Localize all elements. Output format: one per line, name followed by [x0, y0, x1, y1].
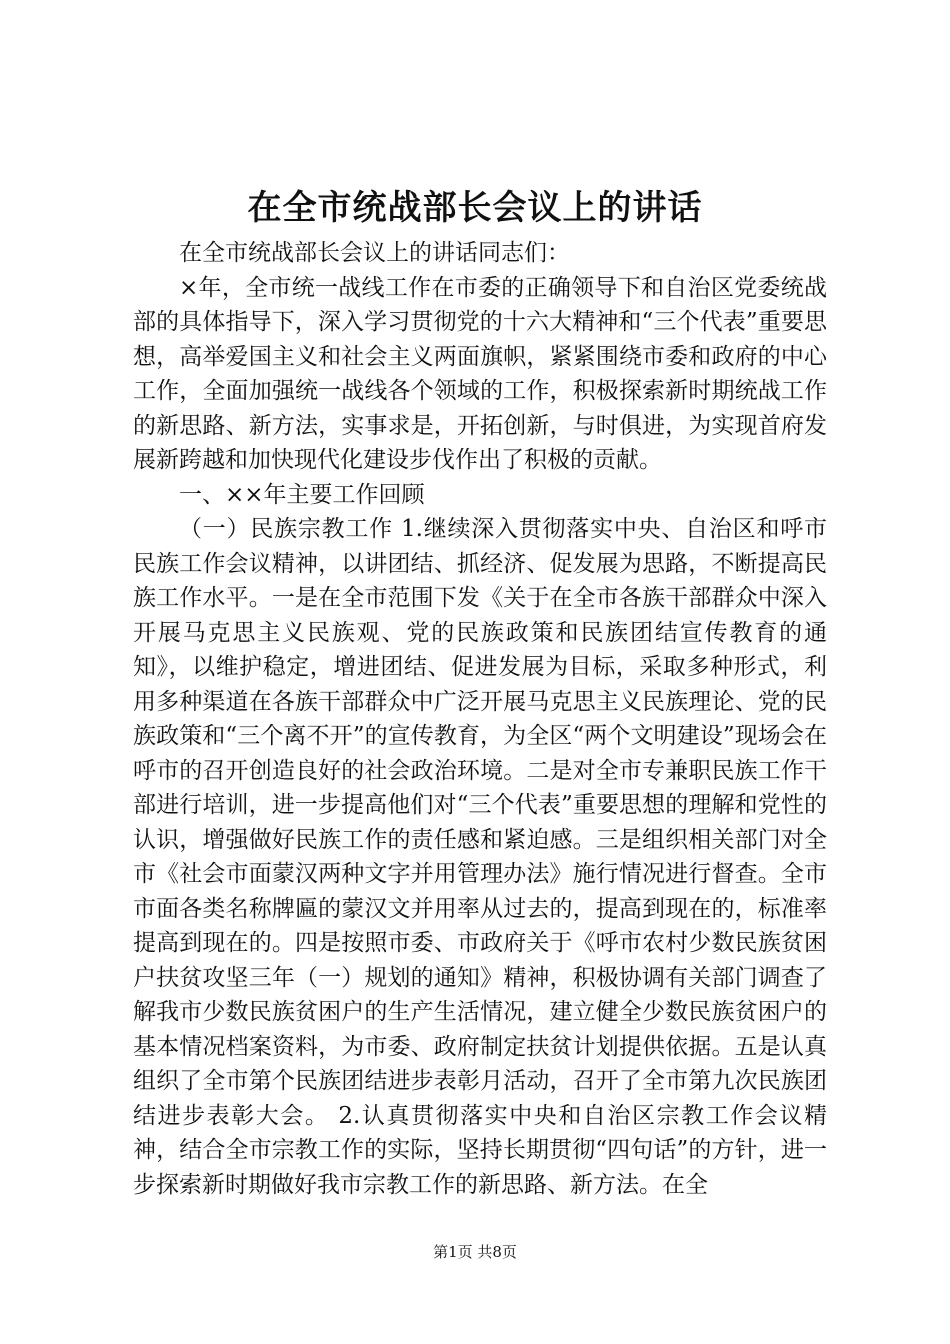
paragraph-ethnic-religious-work: （一）民族宗教工作 1.继续深入贯彻落实中央、自治区和呼市民族工作会议精神，以讲团结、抓经济、促发展为思路，不断提高民族工作水平。一是在全市范围下发《关于在全市各族干部群众中深入开展马克思主义民族观、党的民族政策和民族团结宣传教育的通知》，以维护稳定，增进团结、促进发展为目标，采取多种形式，利用多种渠道在各族干部群众中广泛开展马克思主义民族理论、党的民族政策和“三个离不开”的宣传教育，为全区“两个文明建设”现场会在呼市的召开创造良好的社会政治环境。二是对全市专兼职民族工作干部进行培训，进一步提高他们对“三个代表”重要思想的理解和党性的认识，增强做好民族工作的责任感和紧迫感。三是组织相关部门对全市《社会市面蒙汉两种文字并用管理办法》施行情况进行督查。全市市面各类名称牌匾的蒙汉文并用率从过去的，提高到现在的，标准率提高到现在的。四是按照市委、市政府关于《呼市农村少数民族贫困户扶贫攻坚三年（一）规划的通知》精神，积极协调有关部门调查了解我市少数民族贫困户的生产生活情况，建立健全少数民族贫困户的基本情况档案资料，为市委、政府制定扶贫计划提供依据。五是认真组织了全市第个民族团结进步表彰月活动，召开了全市第九次民族团结进步表彰大会。 2.认真贯彻落实中央和自治区宗教工作会议精神，结合全市宗教工作的实际，坚持长期贯彻“四句话”的方针，进一步探索新时期做好我市宗教工作的新思路、新方法。在全 — [133, 516, 827, 1198]
document-title: 在全市统战部长会议上的讲话 — [247, 188, 703, 228]
paragraph-greeting: 在全市统战部长会议上的讲话同志们： — [179, 240, 570, 266]
paragraph-summary: ×年，全市统一战线工作在市委的正确领导下和自治区党委统战部的具体指导下，深入学习贯彻党的十六大精神和“三个代表”重要思想，高举爱国主义和社会主义两面旗帜，紧紧围绕市委和政府的中心工作，全面加强统一战线各个领域的工作，积极探索新时期统战工作的新思路、新方法，实事求是，开拓创新，与时俱进，为实现首府发展新跨越和加快现代化建设步伐作出了积极的贡献。 — [133, 274, 827, 473]
document-body — [133, 236, 827, 1202]
page-footer: 第1页 共8页 — [433, 1243, 517, 1261]
section-heading: 一、××年主要工作回顾 — [179, 481, 425, 508]
